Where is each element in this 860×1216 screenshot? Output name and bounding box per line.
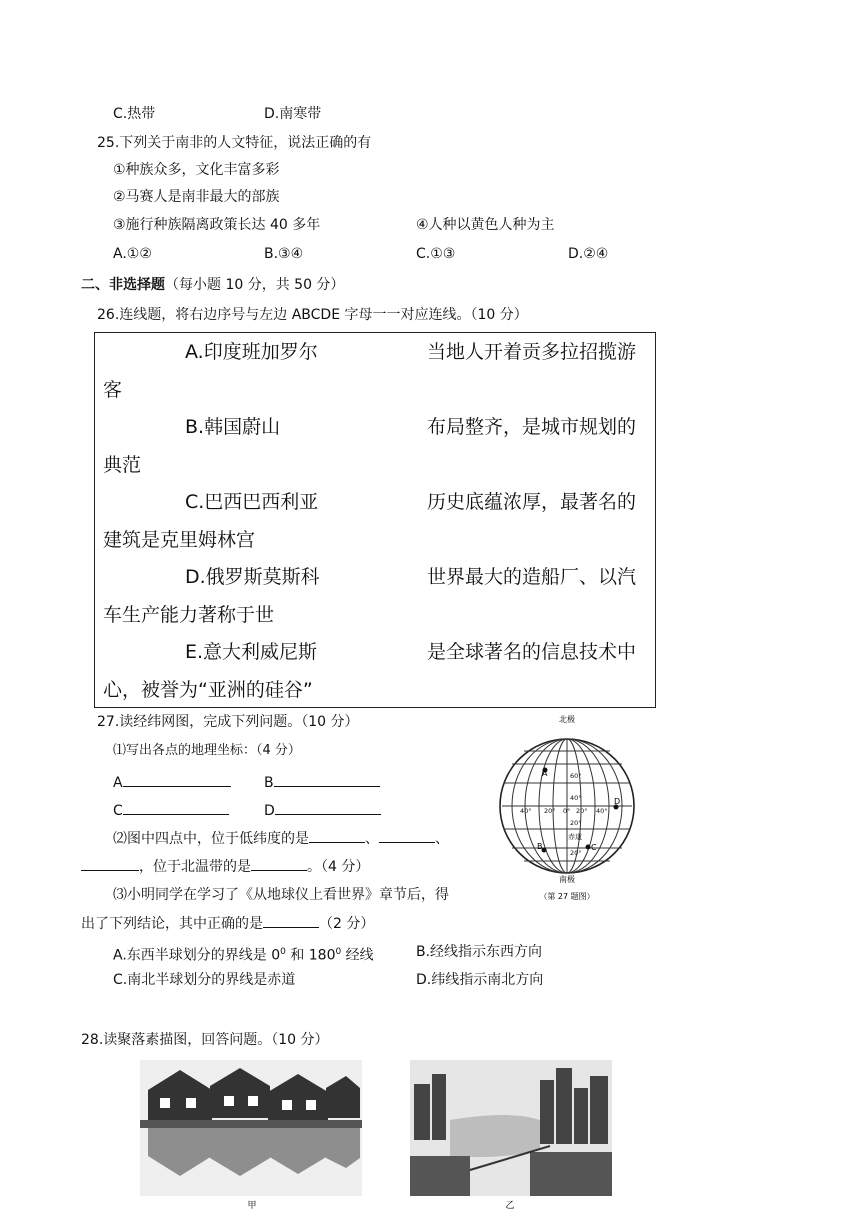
q27-part2-line1 bbox=[113, 828, 449, 849]
separator-1: 、 bbox=[365, 831, 379, 847]
lat-long-globe-figure bbox=[490, 714, 644, 904]
coord-d-blank[interactable] bbox=[275, 800, 381, 815]
coord-c-blank[interactable] bbox=[123, 800, 229, 815]
separator-2: 、 bbox=[435, 831, 449, 847]
point-d-label: D bbox=[614, 797, 621, 806]
q27-stem: 27.读经纬网图，完成下列问题。（10 分） bbox=[97, 714, 359, 730]
q27-option-a-mid: 和 180 bbox=[285, 947, 336, 964]
fig-lat-20: 20° bbox=[570, 819, 582, 827]
q25-option-c: C.①③ bbox=[416, 246, 456, 262]
low-lat-blank-2[interactable] bbox=[379, 828, 435, 843]
q27-option-b: B.经线指示东西方向 bbox=[416, 944, 543, 960]
q27-part3-line1: ⑶小明同学在学习了《从地球仪上看世界》章节后，得 bbox=[113, 887, 449, 903]
fig-lon-20w: 20° bbox=[544, 807, 556, 815]
q27-part2-text: ⑵图中四点中，位于低纬度的是 bbox=[113, 831, 309, 847]
match-right-3-cont: 建筑是克里姆林宫 bbox=[103, 529, 256, 551]
q27-option-a-pre: A.东西半球划分的界线是 0 bbox=[113, 947, 281, 964]
north-temperate-blank[interactable] bbox=[251, 856, 307, 871]
q25-statement-1: ①种族众多，文化丰富多彩 bbox=[113, 162, 280, 178]
fig-south-pole-label: 南极 bbox=[559, 875, 575, 884]
q27-part1: ⑴写出各点的地理坐标：（4 分） bbox=[113, 743, 301, 758]
q25-option-d: D.②④ bbox=[568, 246, 609, 262]
sup-0b: 0 bbox=[335, 947, 342, 957]
q25-option-a: A.①② bbox=[113, 246, 152, 262]
fig-lat-20s: 20° bbox=[570, 849, 582, 857]
low-lat-blank-1[interactable] bbox=[309, 828, 365, 843]
city-river bbox=[450, 1115, 540, 1157]
sketch-label-jia: 甲 bbox=[247, 1201, 257, 1210]
match-right-1-cont: 客 bbox=[103, 379, 123, 401]
sketch-village-jia bbox=[140, 1060, 362, 1210]
match-right-4-cont: 车生产能力著称于世 bbox=[103, 604, 275, 626]
coord-c-row bbox=[113, 800, 229, 821]
fig-lat-60: 60° bbox=[570, 772, 582, 780]
coord-d-label: D bbox=[264, 803, 275, 819]
coord-a-row bbox=[113, 772, 231, 793]
q24-option-c: C.热带 bbox=[113, 106, 156, 122]
fig-lon-40e: 40° bbox=[596, 807, 608, 815]
fig-equator-label: 赤道 bbox=[568, 833, 582, 841]
point-a-label: A bbox=[542, 769, 548, 778]
point-c-dot bbox=[586, 845, 591, 850]
match-left-a[interactable]: A.印度班加罗尔 bbox=[185, 341, 318, 363]
section-note: （每小题 10 分，共 50 分） bbox=[165, 277, 345, 293]
q27-option-c: C.南北半球划分的界线是赤道 bbox=[113, 972, 296, 988]
q27-option-d: D.纬线指示南北方向 bbox=[416, 972, 544, 988]
q25-stem: 25.下列关于南非的人文特征，说法正确的有 bbox=[97, 135, 372, 151]
coord-b-blank[interactable] bbox=[274, 772, 380, 787]
match-right-3[interactable]: 历史底蕴浓厚，最著名的 bbox=[427, 491, 637, 513]
q25-statement-4: ④人种以黄色人种为主 bbox=[416, 217, 555, 233]
match-left-d[interactable]: D.俄罗斯莫斯科 bbox=[185, 566, 320, 588]
q27-option-a-post: 经线 bbox=[341, 947, 374, 964]
fig-caption: （第 27 题图） bbox=[539, 892, 595, 901]
fig-lon-40w: 40° bbox=[520, 807, 532, 815]
fig-lat-40: 40° bbox=[570, 794, 582, 802]
village-bank bbox=[140, 1120, 362, 1128]
q24-option-d: D.南寒带 bbox=[264, 106, 322, 122]
coord-c-label: C bbox=[113, 803, 123, 819]
q27-part2-score: 。（4 分） bbox=[307, 859, 370, 875]
point-c-label: C bbox=[591, 843, 597, 852]
fig-lon-20e: 20° bbox=[576, 807, 588, 815]
coord-a-blank[interactable] bbox=[123, 772, 231, 787]
matching-table bbox=[94, 332, 656, 708]
match-left-b[interactable]: B.韩国蔚山 bbox=[185, 416, 281, 438]
match-right-1[interactable]: 当地人开着贡多拉招揽游 bbox=[427, 341, 637, 363]
q25-statement-2: ②马赛人是南非最大的部族 bbox=[113, 189, 280, 205]
q27-part3-line2 bbox=[81, 913, 374, 934]
fig-lon-0: 0° bbox=[563, 807, 571, 815]
match-left-e[interactable]: E.意大利威尼斯 bbox=[185, 641, 318, 663]
q25-option-b: B.③④ bbox=[264, 246, 304, 262]
section-heading bbox=[81, 275, 344, 295]
sketch-label-yi: 乙 bbox=[505, 1201, 515, 1210]
fig-north-pole-label: 北极 bbox=[559, 715, 575, 724]
match-right-5[interactable]: 是全球著名的信息技术中 bbox=[427, 641, 637, 663]
match-left-c[interactable]: C.巴西巴西利亚 bbox=[185, 491, 319, 513]
q27-part3-score: （2 分） bbox=[319, 916, 375, 932]
q27-part3-text: 出了下列结论，其中正确的是 bbox=[81, 916, 263, 932]
coord-d-row bbox=[264, 800, 381, 821]
q25-statement-3: ③施行种族隔离政策长达 40 多年 bbox=[113, 217, 321, 233]
match-right-2-cont: 典范 bbox=[103, 454, 142, 476]
section-title: 二、非选择题 bbox=[81, 277, 165, 293]
q28-stem: 28.读聚落素描图，回答问题。（10 分） bbox=[81, 1032, 329, 1048]
match-right-4[interactable]: 世界最大的造船厂、以汽 bbox=[427, 566, 637, 588]
coord-b-label: B bbox=[264, 775, 274, 791]
coord-a-label: A bbox=[113, 775, 123, 791]
low-lat-blank-3[interactable] bbox=[81, 856, 139, 871]
q27-part2-line2 bbox=[81, 856, 369, 877]
sup-0a: 0 bbox=[280, 947, 286, 957]
q27-part2-text-b: ，位于北温带的是 bbox=[139, 859, 251, 875]
coord-b-row bbox=[264, 772, 380, 793]
sketch-city-yi bbox=[410, 1060, 612, 1210]
q27-option-a bbox=[113, 942, 374, 966]
point-b-label: B bbox=[537, 842, 543, 851]
conclusion-blank[interactable] bbox=[263, 913, 319, 928]
match-right-2[interactable]: 布局整齐，是城市规划的 bbox=[427, 416, 637, 438]
match-right-5-cont: 心，被誉为“亚洲的硅谷” bbox=[103, 679, 313, 701]
q26-stem: 26.连线题，将右边序号与左边 ABCDE 字母一一对应连线。（10 分） bbox=[97, 307, 528, 323]
